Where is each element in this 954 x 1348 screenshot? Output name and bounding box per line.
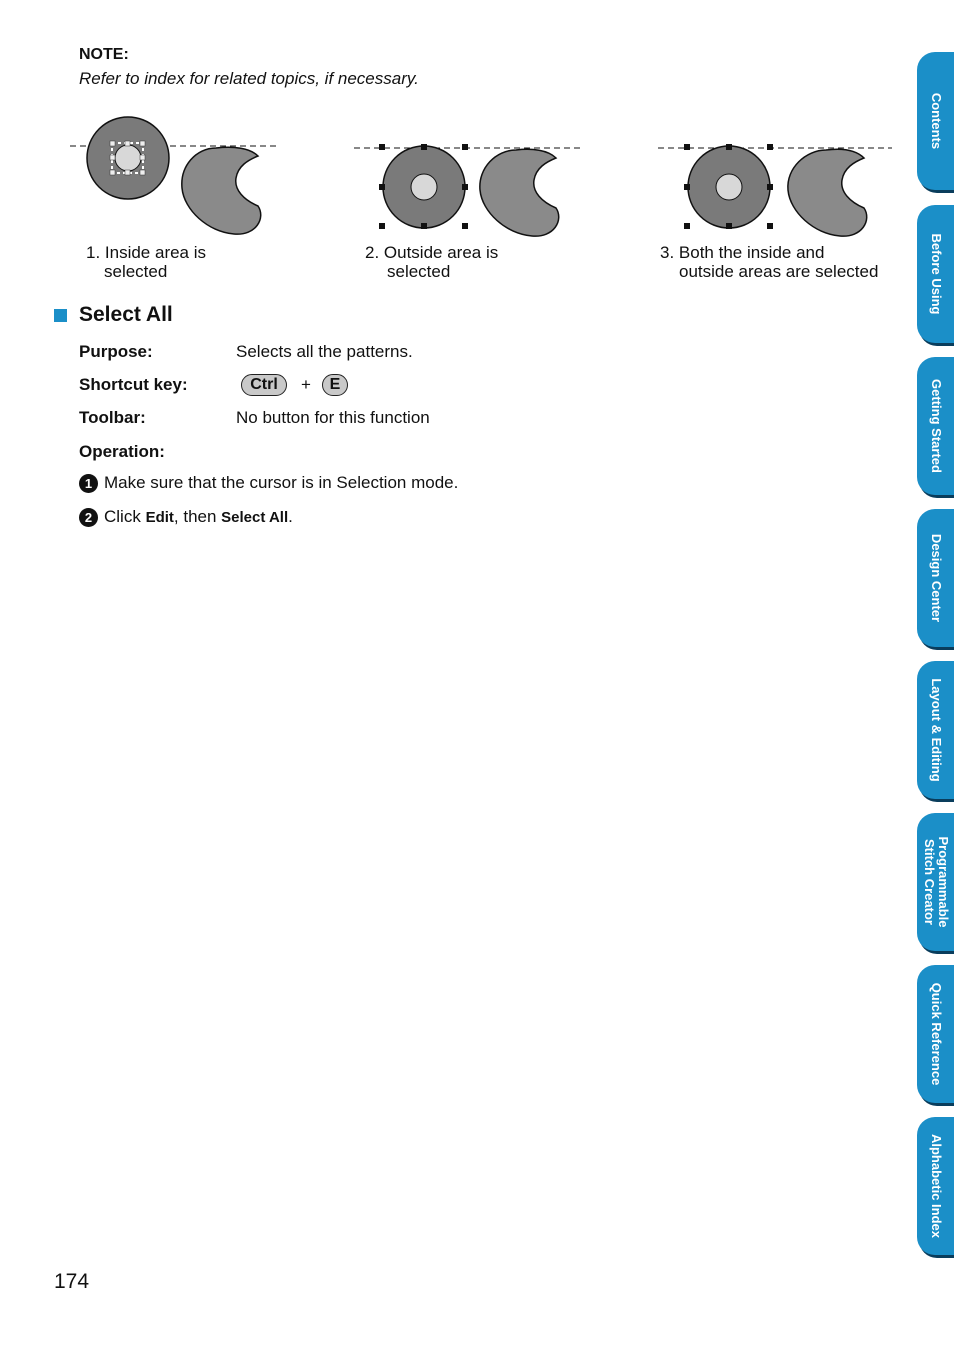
ctrl-key: Ctrl [241, 374, 287, 396]
e-key: E [322, 374, 348, 396]
step-2-number: 2 [79, 508, 98, 527]
figure-1-caption: 1. Inside area is selected [86, 243, 207, 281]
tab-quick-reference[interactable]: Quick Reference [917, 965, 954, 1103]
shortcut-plus: + [301, 375, 311, 394]
figure-inside-selected [68, 110, 283, 240]
purpose-label: Purpose: [79, 342, 153, 361]
tab-programmable-stitch-creator[interactable]: Programmable Stitch Creator [917, 813, 954, 951]
toolbar-label: Toolbar: [79, 408, 146, 427]
tab-contents[interactable]: Contents [917, 52, 954, 190]
figure-3-caption: 3. Both the inside and outside areas are selected [660, 243, 879, 281]
section-title: Select All [54, 303, 173, 327]
toolbar-value: No button for this function [236, 408, 430, 427]
tab-layout-editing[interactable]: Layout & Editing [917, 661, 954, 799]
figure-2-caption: 2. Outside area is selected [365, 243, 499, 281]
step-1-text: Make sure that the cursor is in Selection mode. [104, 473, 459, 492]
operation-label: Operation: [79, 442, 165, 461]
note-heading: NOTE: [79, 46, 129, 63]
page-number: 174 [54, 1270, 90, 1293]
purpose-value: Selects all the patterns. [236, 342, 413, 361]
shortcut-label: Shortcut key: [79, 375, 188, 394]
step-1-number: 1 [79, 474, 98, 493]
tab-alphabetic-index[interactable]: Alphabetic Index [917, 1117, 954, 1255]
note-text: Refer to index for related topics, if necessary. [79, 69, 419, 88]
menu-edit: Edit [145, 508, 174, 526]
step-2: 2 Click Edit , then Select All . [79, 507, 293, 527]
tab-getting-started[interactable]: Getting Started [917, 357, 954, 495]
menu-item-select-all: Select All [221, 508, 289, 526]
figure-both-selected [656, 110, 896, 240]
figure-outside-selected [352, 110, 587, 240]
tab-design-center[interactable]: Design Center [917, 509, 954, 647]
shortcut-keys [241, 374, 348, 396]
tab-before-using[interactable]: Before Using [917, 205, 954, 343]
section-bullet-icon [54, 309, 67, 322]
step-1 [79, 473, 458, 493]
